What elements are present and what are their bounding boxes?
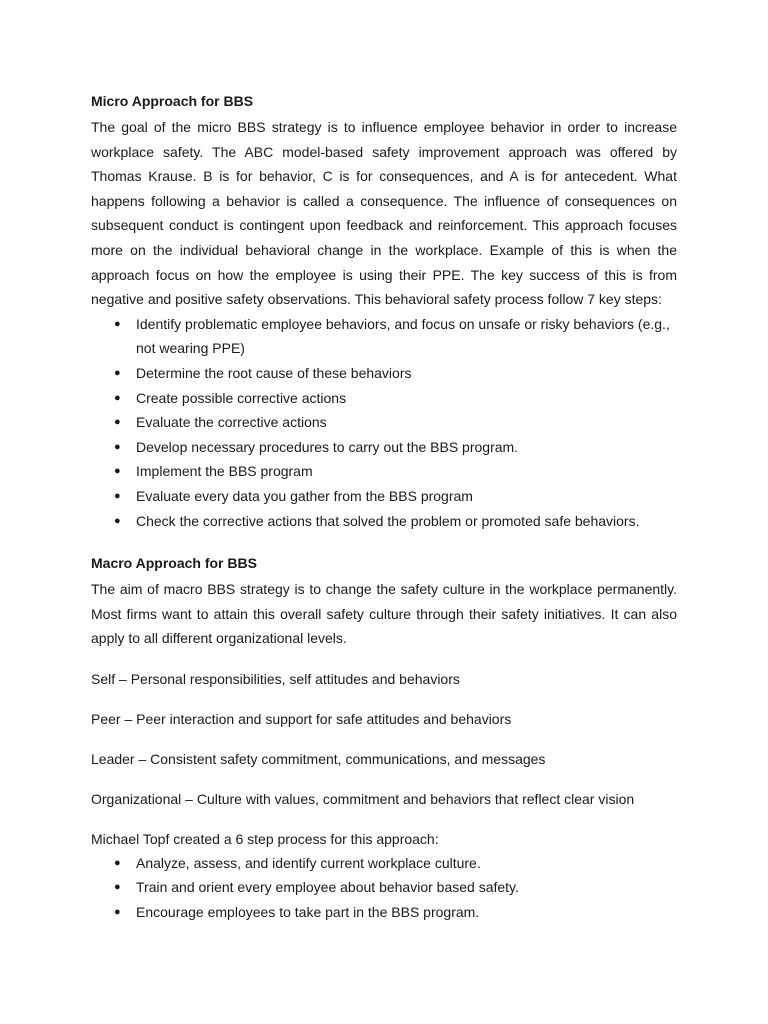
bullet-icon: ●: [114, 906, 121, 919]
list-item: ● Check the corrective actions that solved the problem or promoted safe behaviors.: [91, 509, 677, 534]
list-item: ● Train and orient every employee about behavior based safety.: [91, 875, 677, 900]
micro-heading: Micro Approach for BBS: [91, 93, 254, 109]
bullet-icon: ●: [114, 489, 121, 502]
level-peer: Peer – Peer interaction and support for safe attitudes and behaviors: [91, 710, 512, 727]
list-item: ● Develop necessary procedures to carry out the BBS program.: [91, 435, 677, 460]
list-item: ● Determine the root cause of these behaviors: [91, 361, 677, 386]
list-item: ● Evaluate the corrective actions: [91, 410, 677, 435]
list-item: ● Analyze, assess, and identify current workplace culture.: [91, 851, 677, 876]
list-item: ● Identify problematic employee behaviors, and focus on unsafe or risky behaviors (e.g., not wearing PPE): [91, 312, 677, 361]
level-self: Self – Personal responsibilities, self attitudes and behaviors: [91, 670, 460, 687]
document-body: [91, 91, 677, 925]
bullet-icon: ●: [114, 465, 121, 478]
level-organizational: Organizational – Culture with values, commitment and behaviors that reflect clear vision: [91, 790, 635, 807]
bullet-icon: ●: [114, 416, 121, 429]
bullet-icon: ●: [114, 881, 121, 894]
macro-heading: Macro Approach for BBS: [91, 555, 257, 572]
bullet-icon: ●: [114, 366, 121, 379]
micro-steps-list: [91, 312, 677, 533]
list-item: ● Implement the BBS program: [91, 459, 677, 484]
macro-paragraph: The aim of macro BBS strategy is to change the safety culture in the workplace permanently. Most firms want to attain this overall safety culture through their safety initiatives. It can also apply to all different organizational levels.: [91, 581, 677, 647]
bullet-icon: ●: [114, 856, 121, 869]
process-intro: Michael Topf created a 6 step process for this approach:: [91, 830, 439, 847]
bullet-icon: ●: [114, 514, 121, 527]
section-spacer: [91, 533, 677, 553]
level-leader: Leader – Consistent safety commitment, communications, and messages: [91, 750, 546, 767]
bullet-icon: ●: [114, 317, 121, 330]
bullet-icon: ●: [114, 391, 121, 404]
micro-paragraph: The goal of the micro BBS strategy is to influence employee behavior in order to increase workplace safety. The ABC model-based safety improvement approach was offered by Thomas Krause. B is for behavior, C is for consequences, and A is for antecedent. What happens following a behavior is called a consequence. The influence of consequences on subsequent conduct is contingent upon feedback and reinforcement. This approach focuses more on the individual behavioral change in the workplace. Example of this is when the approach focus on how the employee is using their PPE. The key success of this is from negative and positive safety observations. This behavioral safety process follow 7 key steps:: [91, 119, 677, 308]
macro-steps-list: [91, 851, 677, 925]
list-item: ● Create possible corrective actions: [91, 386, 677, 411]
bullet-icon: ●: [114, 440, 121, 453]
list-item: ● Evaluate every data you gather from the BBS program: [91, 484, 677, 509]
list-item: ● Encourage employees to take part in the BBS program.: [91, 900, 677, 925]
